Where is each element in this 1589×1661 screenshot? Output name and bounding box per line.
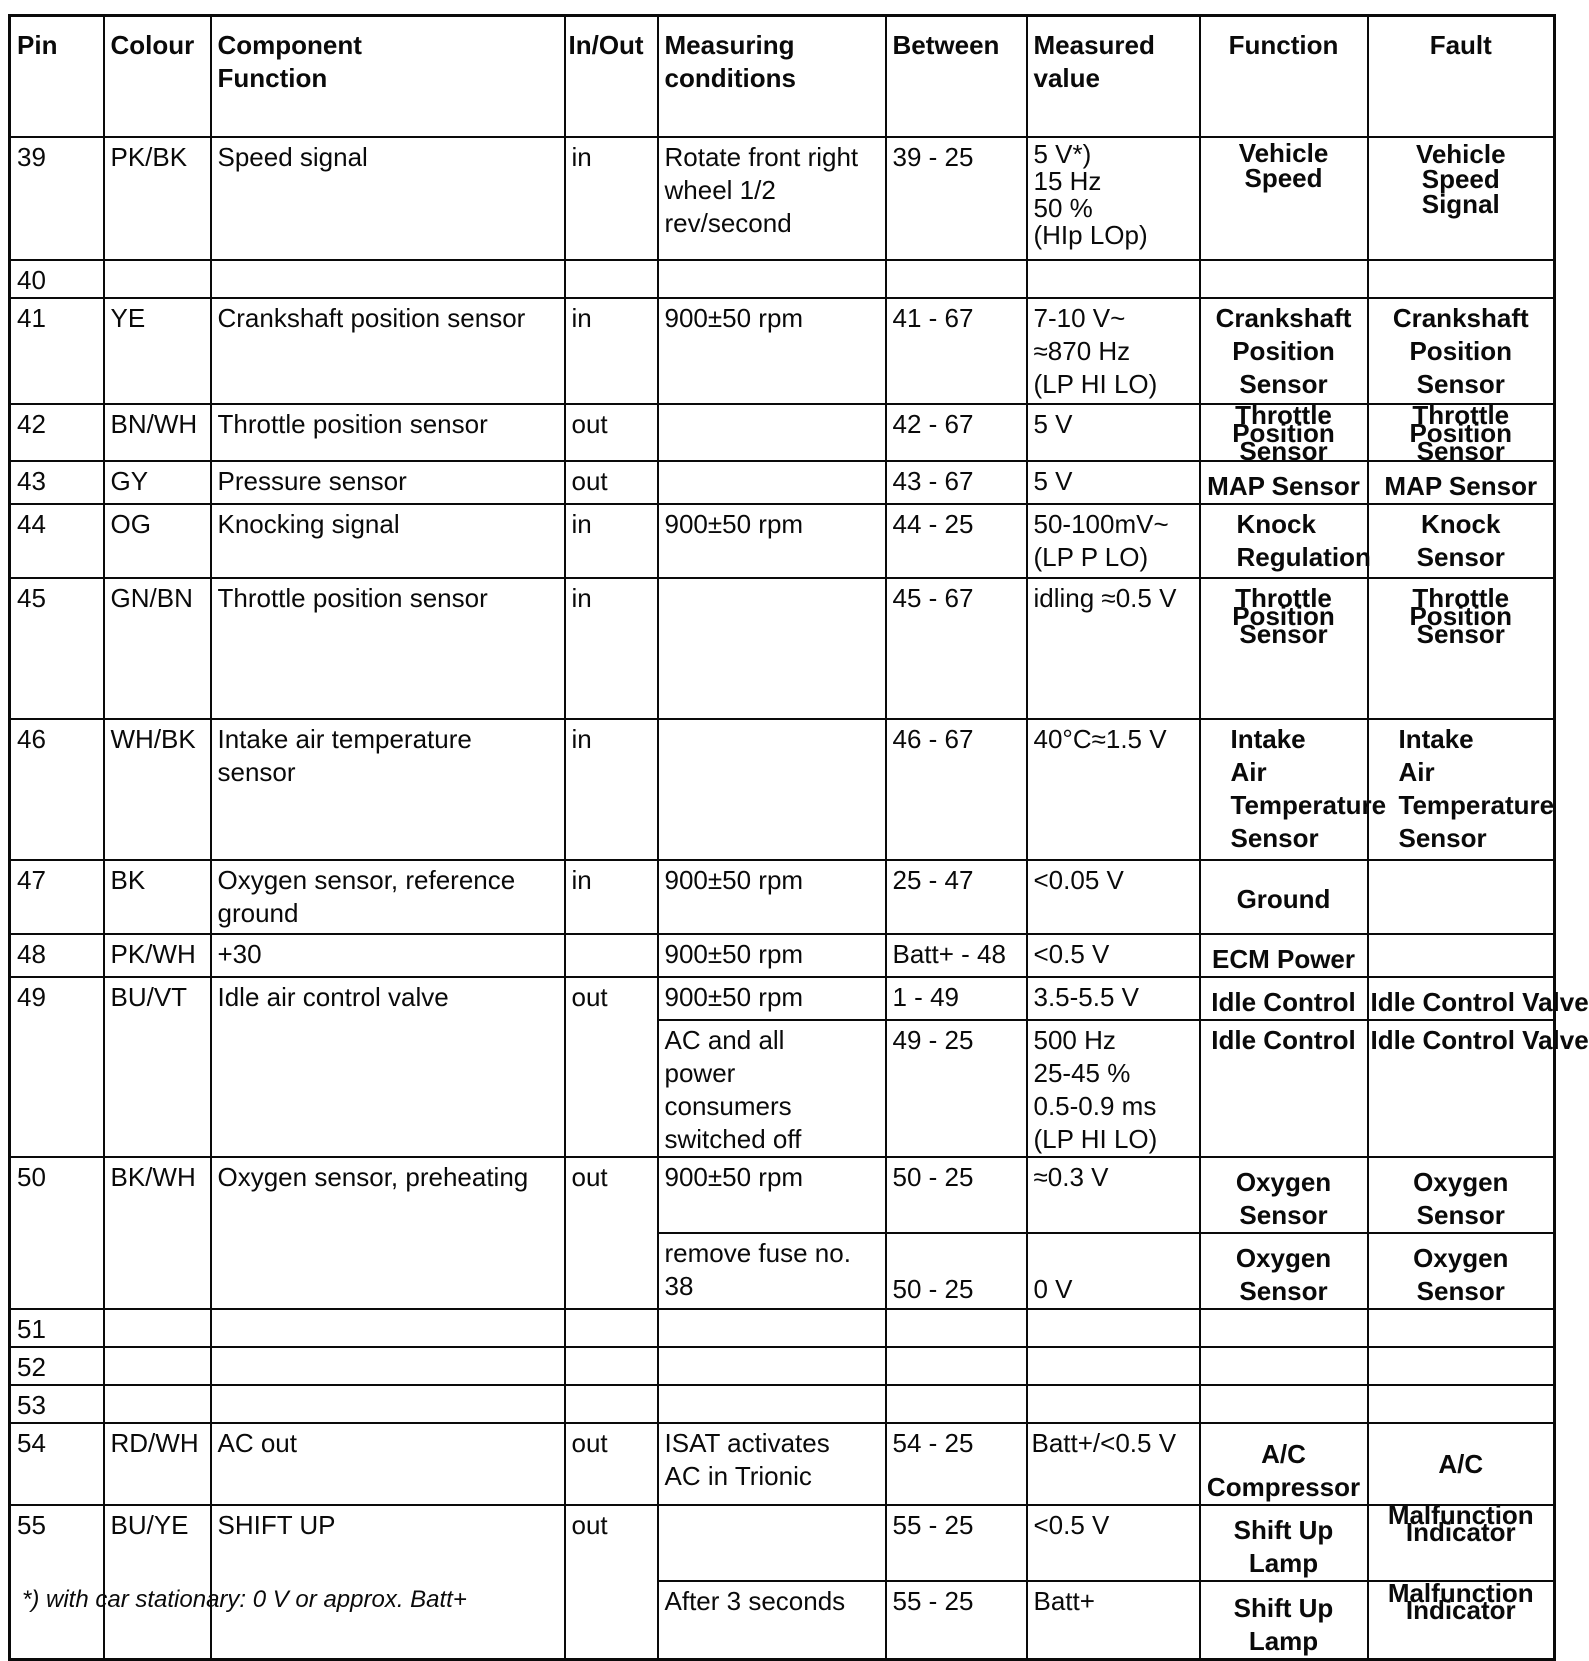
between-cell: 45 - 67 bbox=[886, 578, 1027, 719]
function-cell: Oxygen Sensor bbox=[1200, 1233, 1368, 1309]
between-cell: 42 - 67 bbox=[886, 404, 1027, 461]
between-cell bbox=[886, 260, 1027, 298]
colour-cell bbox=[104, 1385, 211, 1423]
conditions-cell: 900±50 rpm bbox=[658, 977, 886, 1020]
conditions-cell: After 3 seconds bbox=[658, 1581, 886, 1660]
colour-cell: GN/BN bbox=[104, 578, 211, 719]
colour-cell bbox=[104, 1347, 211, 1385]
function-cell: Throttle Position Sensor bbox=[1200, 578, 1368, 719]
colour-cell: PK/BK bbox=[104, 137, 211, 260]
colour-cell: WH/BK bbox=[104, 719, 211, 860]
value-cell bbox=[1027, 260, 1200, 298]
table-row bbox=[10, 1157, 1555, 1233]
value-cell: ≈0.3 V bbox=[1027, 1157, 1200, 1233]
colour-cell: YE bbox=[104, 298, 211, 404]
colour-cell: BK bbox=[104, 860, 211, 934]
function-cell bbox=[1200, 1347, 1368, 1385]
value-cell: idling ≈0.5 V bbox=[1027, 578, 1200, 719]
inout-cell: in bbox=[565, 137, 658, 260]
conditions-cell bbox=[658, 1505, 886, 1581]
conditions-cell: 900±50 rpm bbox=[658, 298, 886, 404]
fault-cell bbox=[1368, 1347, 1555, 1385]
pin-cell: 44 bbox=[10, 504, 104, 578]
table-row bbox=[10, 719, 1555, 860]
conditions-cell bbox=[658, 578, 886, 719]
between-cell: 55 - 25 bbox=[886, 1581, 1027, 1660]
conditions-cell bbox=[658, 1347, 886, 1385]
colour-cell bbox=[104, 1309, 211, 1347]
table-row bbox=[10, 137, 1555, 260]
conditions-cell: AC and all power consumers switched off bbox=[658, 1020, 886, 1157]
conditions-cell: 900±50 rpm bbox=[658, 934, 886, 977]
pin-cell: 40 bbox=[10, 260, 104, 298]
inout-cell bbox=[565, 260, 658, 298]
fault-cell bbox=[1368, 260, 1555, 298]
value-cell: 7-10 V~ ≈870 Hz (LP HI LO) bbox=[1027, 298, 1200, 404]
value-cell bbox=[1027, 1385, 1200, 1423]
between-cell: 25 - 47 bbox=[886, 860, 1027, 934]
inout-cell bbox=[565, 1347, 658, 1385]
value-cell bbox=[1027, 1347, 1200, 1385]
table-row bbox=[10, 1347, 1555, 1385]
function-cell: MAP Sensor bbox=[1200, 461, 1368, 504]
table-row bbox=[10, 298, 1555, 404]
function-cell: Shift Up Lamp bbox=[1200, 1505, 1368, 1581]
conditions-cell: 900±50 rpm bbox=[658, 1157, 886, 1233]
between-cell: 54 - 25 bbox=[886, 1423, 1027, 1505]
table-row bbox=[10, 1385, 1555, 1423]
value-cell: 50-100mV~ (LP P LO) bbox=[1027, 504, 1200, 578]
inout-cell: out bbox=[565, 461, 658, 504]
pin-cell: 41 bbox=[10, 298, 104, 404]
conditions-cell bbox=[658, 404, 886, 461]
value-cell: 5 V bbox=[1027, 461, 1200, 504]
header-pin: Pin bbox=[10, 16, 104, 138]
component-cell bbox=[211, 260, 565, 298]
table-row bbox=[10, 1505, 1555, 1581]
colour-cell: BK/WH bbox=[104, 1157, 211, 1309]
function-cell: Idle Control bbox=[1200, 1020, 1368, 1157]
header-component: Component Function bbox=[211, 16, 565, 138]
function-cell: Oxygen Sensor bbox=[1200, 1157, 1368, 1233]
colour-cell: BU/VT bbox=[104, 977, 211, 1157]
pin-table-sheet bbox=[8, 14, 1589, 1661]
component-cell: Pressure sensor bbox=[211, 461, 565, 504]
component-cell: Oxygen sensor, preheating bbox=[211, 1157, 565, 1309]
pin-cell: 42 bbox=[10, 404, 104, 461]
conditions-cell bbox=[658, 260, 886, 298]
function-cell: Shift Up Lamp bbox=[1200, 1581, 1368, 1660]
pin-cell: 50 bbox=[10, 1157, 104, 1309]
table-row bbox=[10, 977, 1555, 1020]
header-measured: Measured value bbox=[1027, 16, 1200, 138]
between-cell: 43 - 67 bbox=[886, 461, 1027, 504]
conditions-cell bbox=[658, 719, 886, 860]
table-row bbox=[10, 1423, 1555, 1505]
component-cell: Throttle position sensor bbox=[211, 404, 565, 461]
fault-cell: Oxygen Sensor bbox=[1368, 1157, 1555, 1233]
pin-cell: 54 bbox=[10, 1423, 104, 1505]
table-row bbox=[10, 504, 1555, 578]
pin-cell: 49 bbox=[10, 977, 104, 1157]
table-row bbox=[10, 260, 1555, 298]
value-cell: 5 V bbox=[1027, 404, 1200, 461]
value-cell: 5 V*) 15 Hz 50 % (HIp LOp) bbox=[1027, 137, 1200, 260]
value-cell: Batt+/<0.5 V bbox=[1027, 1423, 1200, 1505]
table-row bbox=[10, 860, 1555, 934]
value-cell: <0.5 V bbox=[1027, 1505, 1200, 1581]
component-cell: Idle air control valve bbox=[211, 977, 565, 1157]
between-cell: 41 - 67 bbox=[886, 298, 1027, 404]
inout-cell: out bbox=[565, 1423, 658, 1505]
between-cell: 1 - 49 bbox=[886, 977, 1027, 1020]
between-cell: 50 - 25 bbox=[886, 1157, 1027, 1233]
table-row bbox=[10, 461, 1555, 504]
fault-cell: Intake Air Temperature Sensor bbox=[1368, 719, 1555, 860]
function-cell bbox=[1200, 260, 1368, 298]
pin-table bbox=[8, 14, 1589, 1661]
colour-cell bbox=[104, 260, 211, 298]
fault-cell: Vehicle Speed Signal bbox=[1368, 137, 1555, 260]
pin-cell: 47 bbox=[10, 860, 104, 934]
inout-cell bbox=[565, 1309, 658, 1347]
inout-cell: in bbox=[565, 298, 658, 404]
header-row bbox=[10, 16, 1555, 138]
conditions-cell: 900±50 rpm bbox=[658, 860, 886, 934]
inout-cell: in bbox=[565, 719, 658, 860]
conditions-cell: Rotate front right wheel 1/2 rev/second bbox=[658, 137, 886, 260]
conditions-cell: 900±50 rpm bbox=[658, 504, 886, 578]
inout-cell: out bbox=[565, 1505, 658, 1660]
component-cell: Oxygen sensor, reference ground bbox=[211, 860, 565, 934]
component-cell bbox=[211, 1347, 565, 1385]
pin-cell: 52 bbox=[10, 1347, 104, 1385]
value-cell bbox=[1027, 1309, 1200, 1347]
conditions-cell bbox=[658, 1309, 886, 1347]
colour-cell: BU/YE bbox=[104, 1505, 211, 1660]
between-cell bbox=[886, 1309, 1027, 1347]
pin-cell: 53 bbox=[10, 1385, 104, 1423]
pin-cell: 51 bbox=[10, 1309, 104, 1347]
pin-cell: 39 bbox=[10, 137, 104, 260]
function-cell: ECM Power bbox=[1200, 934, 1368, 977]
pin-cell: 48 bbox=[10, 934, 104, 977]
component-cell: +30 bbox=[211, 934, 565, 977]
fault-cell bbox=[1368, 934, 1555, 977]
colour-cell: RD/WH bbox=[104, 1423, 211, 1505]
header-inout: In/Out bbox=[565, 16, 658, 138]
component-cell: Knocking signal bbox=[211, 504, 565, 578]
value-cell: <0.05 V bbox=[1027, 860, 1200, 934]
value-cell: Batt+ bbox=[1027, 1581, 1200, 1660]
conditions-cell: ISAT activates AC in Trionic bbox=[658, 1423, 886, 1505]
header-function: Function bbox=[1200, 16, 1368, 138]
table-row bbox=[10, 934, 1555, 977]
between-cell: 55 - 25 bbox=[886, 1505, 1027, 1581]
function-cell: Ground bbox=[1200, 860, 1368, 934]
pin-cell: 55 bbox=[10, 1505, 104, 1660]
colour-cell: GY bbox=[104, 461, 211, 504]
between-cell: 50 - 25 bbox=[886, 1233, 1027, 1309]
fault-cell: Malfunction Indicator bbox=[1368, 1581, 1555, 1660]
table-row bbox=[10, 578, 1555, 719]
component-cell: Crankshaft position sensor bbox=[211, 298, 565, 404]
inout-cell: out bbox=[565, 977, 658, 1157]
header-measuring: Measuring conditions bbox=[658, 16, 886, 138]
between-cell: 49 - 25 bbox=[886, 1020, 1027, 1157]
fault-cell: MAP Sensor bbox=[1368, 461, 1555, 504]
pin-cell: 43 bbox=[10, 461, 104, 504]
between-cell: 44 - 25 bbox=[886, 504, 1027, 578]
component-cell: Throttle position sensor bbox=[211, 578, 565, 719]
table-row bbox=[10, 404, 1555, 461]
colour-cell: OG bbox=[104, 504, 211, 578]
fault-cell: Idle Control Valve bbox=[1368, 977, 1555, 1020]
fault-cell bbox=[1368, 860, 1555, 934]
inout-cell: in bbox=[565, 860, 658, 934]
colour-cell: PK/WH bbox=[104, 934, 211, 977]
fault-cell: A/C bbox=[1368, 1423, 1555, 1505]
pin-cell: 46 bbox=[10, 719, 104, 860]
value-cell: 40°C≈1.5 V bbox=[1027, 719, 1200, 860]
inout-cell: in bbox=[565, 578, 658, 719]
function-cell: Knock Regulation bbox=[1200, 504, 1368, 578]
between-cell: Batt+ - 48 bbox=[886, 934, 1027, 977]
value-cell: 3.5-5.5 V bbox=[1027, 977, 1200, 1020]
function-cell: A/C Compressor bbox=[1200, 1423, 1368, 1505]
fault-cell bbox=[1368, 1385, 1555, 1423]
colour-cell: BN/WH bbox=[104, 404, 211, 461]
function-cell: Crankshaft Position Sensor bbox=[1200, 298, 1368, 404]
between-cell bbox=[886, 1347, 1027, 1385]
function-cell: Vehicle Speed bbox=[1200, 137, 1368, 260]
fault-cell: Throttle Position Sensor bbox=[1368, 578, 1555, 719]
footnote: *) with car stationary: 0 V or approx. Batt+ bbox=[22, 1586, 467, 1613]
between-cell: 39 - 25 bbox=[886, 137, 1027, 260]
inout-cell: out bbox=[565, 1157, 658, 1309]
function-cell: Intake Air Temperature Sensor bbox=[1200, 719, 1368, 860]
inout-cell: out bbox=[565, 404, 658, 461]
header-fault: Fault bbox=[1368, 16, 1555, 138]
fault-cell: Idle Control Valve bbox=[1368, 1020, 1555, 1157]
inout-cell: in bbox=[565, 504, 658, 578]
table-row bbox=[10, 1309, 1555, 1347]
component-cell bbox=[211, 1385, 565, 1423]
header-between: Between bbox=[886, 16, 1027, 138]
fault-cell: Throttle Position Sensor bbox=[1368, 404, 1555, 461]
component-cell: AC out bbox=[211, 1423, 565, 1505]
function-cell bbox=[1200, 1309, 1368, 1347]
fault-cell bbox=[1368, 1309, 1555, 1347]
component-cell: Intake air temperature sensor bbox=[211, 719, 565, 860]
component-cell: Speed signal bbox=[211, 137, 565, 260]
component-cell: SHIFT UP bbox=[211, 1505, 565, 1660]
component-cell bbox=[211, 1309, 565, 1347]
fault-cell: Knock Sensor bbox=[1368, 504, 1555, 578]
between-cell bbox=[886, 1385, 1027, 1423]
header-colour: Colour bbox=[104, 16, 211, 138]
value-cell: 0 V bbox=[1027, 1233, 1200, 1309]
function-cell: Throttle Position Sensor bbox=[1200, 404, 1368, 461]
conditions-cell bbox=[658, 461, 886, 504]
inout-cell bbox=[565, 934, 658, 977]
conditions-cell: remove fuse no. 38 bbox=[658, 1233, 886, 1309]
pin-cell: 45 bbox=[10, 578, 104, 719]
inout-cell bbox=[565, 1385, 658, 1423]
between-cell: 46 - 67 bbox=[886, 719, 1027, 860]
value-cell: <0.5 V bbox=[1027, 934, 1200, 977]
fault-cell: Crankshaft Position Sensor bbox=[1368, 298, 1555, 404]
conditions-cell bbox=[658, 1385, 886, 1423]
function-cell bbox=[1200, 1385, 1368, 1423]
fault-cell: Malfunction Indicator bbox=[1368, 1505, 1555, 1581]
fault-cell: Oxygen Sensor bbox=[1368, 1233, 1555, 1309]
value-cell: 500 Hz 25-45 % 0.5-0.9 ms (LP HI LO) bbox=[1027, 1020, 1200, 1157]
function-cell: Idle Control bbox=[1200, 977, 1368, 1020]
